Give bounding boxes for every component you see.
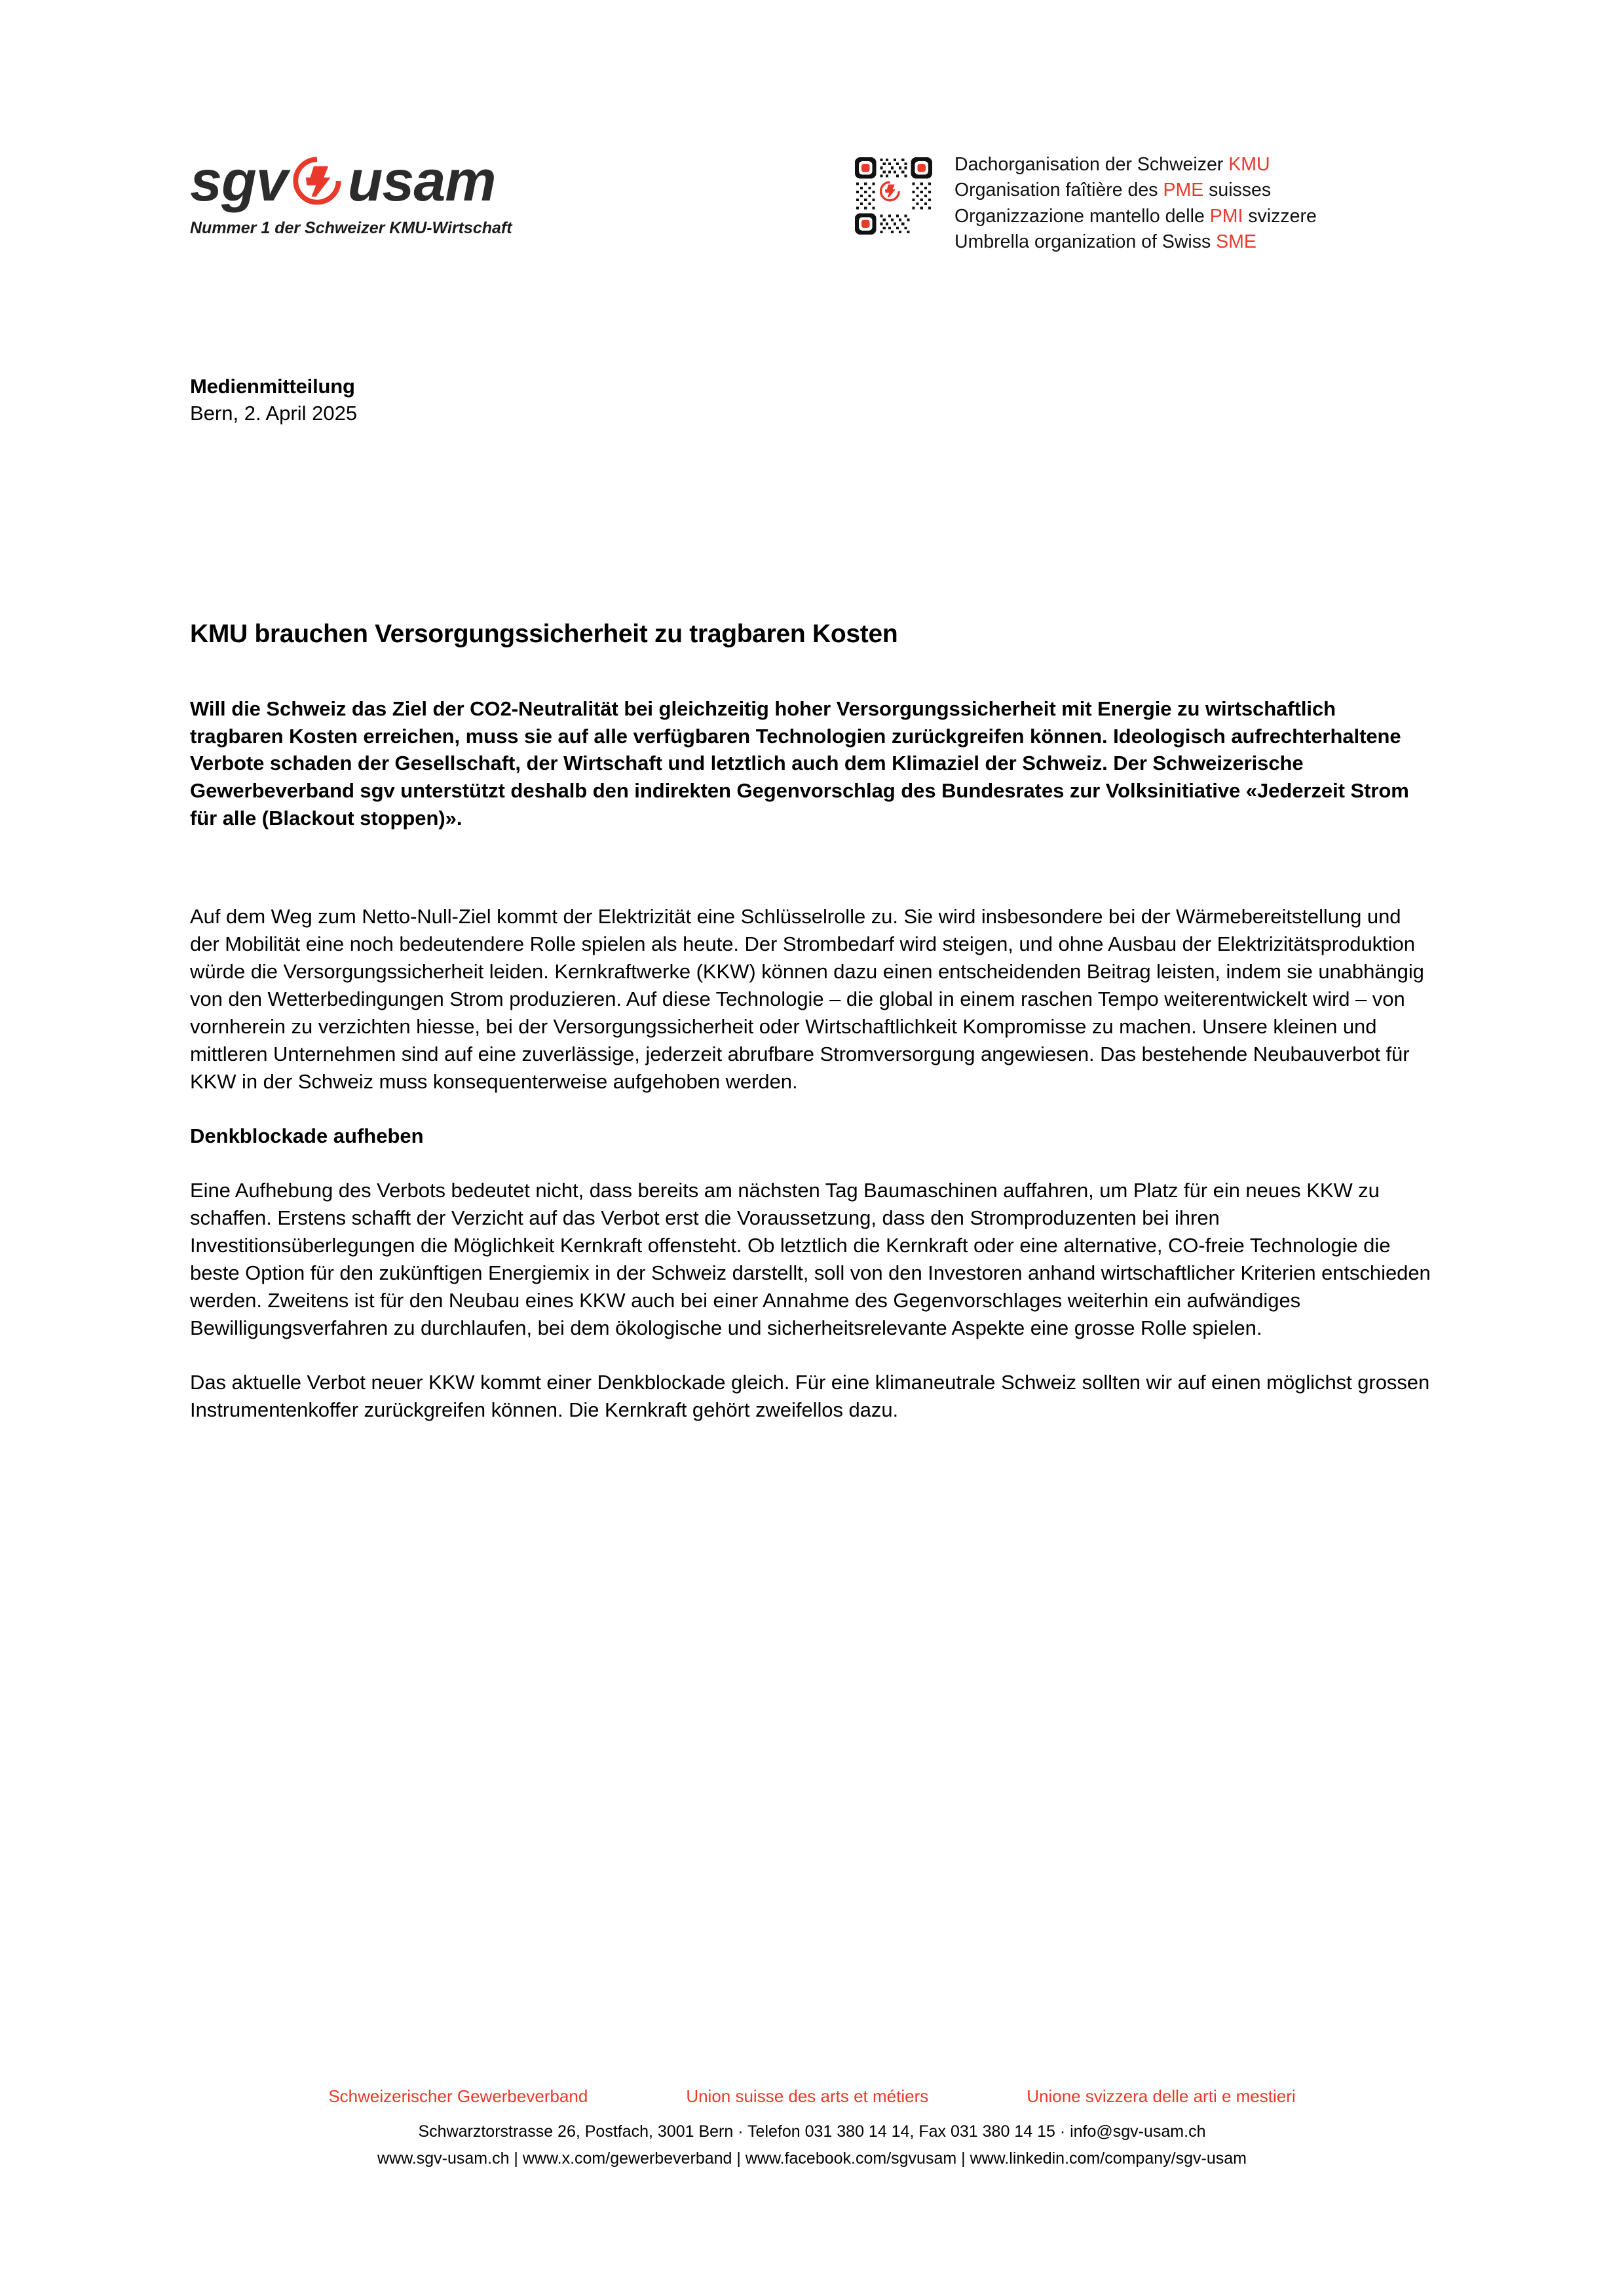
- footer-org-de: Schweizerischer Gewerbeverband: [328, 2086, 588, 2106]
- qr-code-icon: [855, 157, 932, 235]
- footer-org-it: Unione svizzera delle arti e mestieri: [1027, 2086, 1296, 2106]
- org-line-it: Organizzazione mantello delle PMI svizzere: [954, 205, 1317, 227]
- page-title: KMU brauchen Versorgungssicherheit zu tragbaren Kosten: [190, 620, 898, 649]
- logo-wordmark: [190, 148, 557, 213]
- dateline: Bern, 2. April 2025: [190, 401, 358, 425]
- org-line-en: Umbrella organization of Swiss SME: [954, 231, 1256, 253]
- org-line-fr: Organisation faîtière des PME suisses: [954, 180, 1272, 201]
- document-type-label: Medienmitteilung: [190, 375, 355, 398]
- article-content: [190, 903, 1435, 1451]
- body-paragraph-3: Das aktuelle Verbot neuer KKW kommt einer Denkblockade gleich. Für eine klimaneutrale Schweiz sollten wir auf einen möglichst grossen Instrumentenkoffer zurückgreifen können. Die Kernkraft gehört zweifellos dazu.: [190, 1371, 1430, 1421]
- lead-paragraph: Will die Schweiz das Ziel der CO2-Neutralität bei gleichzeitig hoher Versorgungssicherheit mit Energie zu wirtschaftlich tragbaren Kosten erreichen, muss sie auf alle verfügbaren Technologien zurückgreifen können. Ideologisch aufrechterhaltene Verbote schaden der Gesellschaft, der Wirtschaft und letztlich auch dem Klimaziel der Schweiz. Der Schweizerische Gewerbeverband sgv unterstützt deshalb den indirekten Gegenvorschlag des Bundesrates zur Volksinitiative «Jederzeit Strom für alle (Blackout stoppen)».: [190, 697, 1409, 830]
- body-paragraph-1: Auf dem Weg zum Netto-Null-Ziel kommt der Elektrizität eine Schlüsselrolle zu. Sie wird insbesondere bei der Wärmebereitstellung und der Mobilität eine noch bedeutendere Rolle spielen als heute. Der Strombedarf wird steigen, und ohne Ausbau der Elektrizitätsproduktion würde die Versorgungssicherheit leiden. Kernkraftwerke (KKW) können dazu einen entscheidenden Beitrag leisten, indem sie unabhängig von den Wetterbedingungen Strom produzieren. Auf diese Technologie – die global in einem raschen Tempo weiterentwickelt wird – von vornherein zu verzichten hiesse, bei der Versorgungssicherheit oder Wirtschaftlichkeit Kompromisse zu machen. Unsere kleinen und mittleren Unternehmen sind auf eine zuverlässige, jederzeit abrufbare Stromversorgung angewiesen. Das bestehende Neubauverbot für KKW in der Schweiz muss konsequenterweise aufgehoben werden.: [190, 905, 1424, 1093]
- logo-word-right: usam: [347, 148, 496, 213]
- sgv-usam-logo: [190, 148, 557, 238]
- org-line-de: Dachorganisation der Schweizer KMU: [954, 154, 1270, 175]
- section-subheading-1: Denkblockade aufheben: [190, 1124, 424, 1147]
- sgv-cross-emblem-icon: [289, 153, 345, 209]
- logo-word-left: sgv: [190, 148, 288, 213]
- document-meta: [190, 373, 1435, 427]
- footer-org-fr: Union suisse des arts et métiers: [686, 2086, 929, 2106]
- document-header: [0, 140, 1624, 271]
- logo-tagline: Nummer 1 der Schweizer KMU-Wirtschaft: [190, 219, 512, 237]
- organization-descriptions: [954, 147, 1317, 256]
- document-footer: [0, 2086, 1624, 2172]
- organization-identity-block: [855, 147, 1317, 256]
- footer-address-line: Schwarztorstrasse 26, Postfach, 3001 Bern · Telefon 031 380 14 14, Fax 031 380 14 15 · info@sgv-usam.ch: [418, 2122, 1206, 2141]
- body-paragraph-2: Eine Aufhebung des Verbots bedeutet nicht, dass bereits am nächsten Tag Baumaschinen auffahren, um Platz für ein neues KKW zu schaffen. Erstens schafft der Verzicht auf das Verbot erst die Voraussetzung, dass den Stromproduzenten bei ihren Investitionsüberlegungen die Möglichkeit Kernkraft offensteht. Ob letztlich die Kernkraft oder eine alternative, CO-freie Technologie die beste Option für den zukünftigen Energiemix in der Schweiz darstellt, soll von den Investoren anhand wirtschaftlicher Kriterien entschieden werden. Zweitens ist für den Neubau eines KKW auch bei einer Annahme des Gegenvorschlages weiterhin ein aufwändiges Bewilligungsverfahren zu durchlaufen, bei dem ökologische und sicherheitsrelevante Aspekte eine grosse Rolle spielen.: [190, 1179, 1431, 1339]
- footer-organization-names: [0, 2086, 1624, 2107]
- footer-links-line[interactable]: www.sgv-usam.ch | www.x.com/gewerbeverband | www.facebook.com/sgvusam | www.linkedin.com/company/sgv-usam: [377, 2149, 1247, 2168]
